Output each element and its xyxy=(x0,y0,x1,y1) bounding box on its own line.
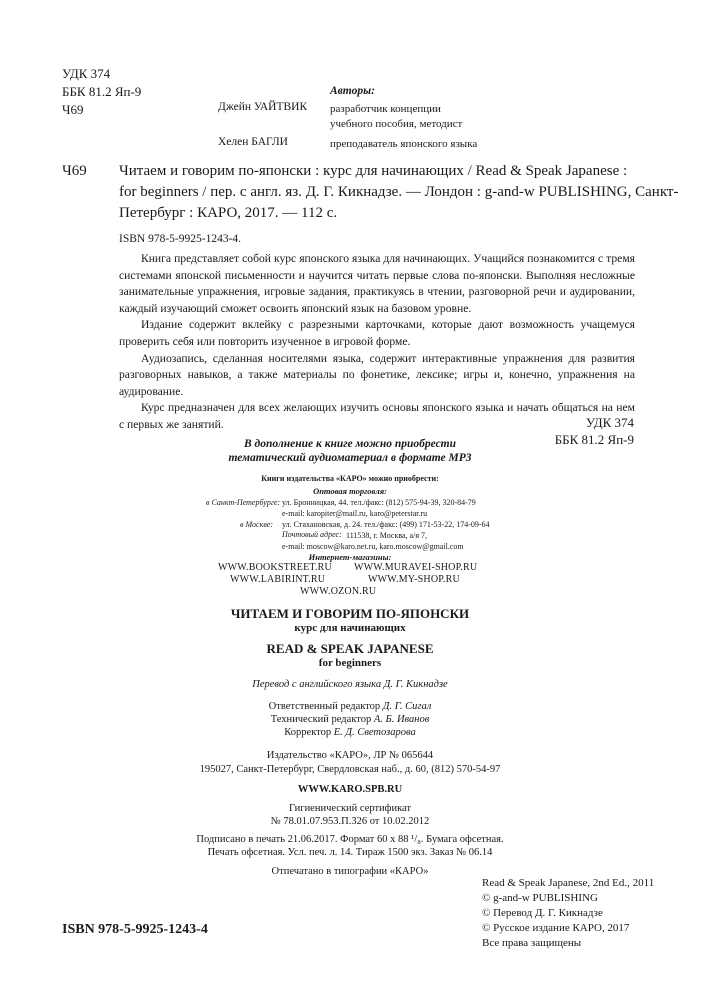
editor-name-1: Д. Г. Сигал xyxy=(382,701,432,712)
msk-post-label: Почтовый адрес: xyxy=(282,530,342,539)
print-info-line-2: Печать офсетная. Усл. печ. л. 14. Тираж 1500 экз. Заказ № 06.14 xyxy=(207,847,493,858)
shop-link-bookstreet[interactable]: WWW.BOOKSTREET.RU xyxy=(218,562,332,573)
bbk-right: ББК 81.2 Яп-9 xyxy=(554,432,634,447)
publisher-line: Издательство «КАРО», ЛР № 065644 xyxy=(266,750,434,761)
author-role-1a: разработчик концепции xyxy=(330,103,441,115)
imprint-subtitle-en: for beginners xyxy=(318,657,382,669)
abstract-paragraph-4: Курс предназначен для всех желающих изучить основы японского языка и начать общаться на нем с первых же занятий. xyxy=(119,401,635,431)
publisher-address: 195027, Санкт-Петербург, Свердловская наб., д. 60, (812) 570-54-97 xyxy=(199,764,501,775)
imprint-title-ru: ЧИТАЕМ И ГОВОРИМ ПО-ЯПОНСКИ xyxy=(230,606,470,621)
abstract-paragraph-3: Аудиозапись, сделанная носителями языка, содержит интерактивные упражнения для развития разговорных навыков, а также материалы по фонетике, лексике; игры и, конечно, упражнения на аудирование. xyxy=(119,351,635,398)
bbk-code: ББК 81.2 Яп-9 xyxy=(62,84,142,99)
copyright-line-2: © g-and-w PUBLISHING xyxy=(482,892,598,904)
author-name-2: Хелен БАГЛИ xyxy=(218,136,288,148)
certificate-line-2: № 78.01.07.953.П.326 от 10.02.2012 xyxy=(270,816,430,827)
abstract xyxy=(119,251,635,434)
supplement-line-1: В дополнение к книге можно приобрести xyxy=(243,438,457,450)
shop-link-labirint[interactable]: WWW.LABIRINT.RU xyxy=(230,574,326,585)
author-sign: Ч69 xyxy=(62,102,84,117)
spb-line-2: e-mail: karopiter@mail.ru, karo@peterstar.ru xyxy=(282,509,428,518)
copyright-line-3: © Перевод Д. Г. Кикнадзе xyxy=(482,907,603,919)
author-role-2a: преподаватель японского языка xyxy=(330,138,478,150)
editor-name-3: Е. Д. Светозарова xyxy=(333,727,416,738)
catalog-sign: Ч69 xyxy=(62,163,87,179)
shop-link-myshop[interactable]: WWW.MY-SHOP.RU xyxy=(368,574,460,585)
imprint-subtitle-ru: курс для начинающих xyxy=(294,622,406,634)
isbn-bottom: ISBN 978-5-9925-1243-4 xyxy=(62,922,208,937)
spb-line-1: ул. Бронницкая, 44. тел./факс: (812) 575-94-39, 320-84-79 xyxy=(282,498,476,507)
translation-credit: Перевод с английского языка Д. Г. Кикнадзе xyxy=(252,679,448,690)
abstract-paragraph-1: Книга представляет собой курс японского языка для начинающих. Учащийся познакомится с тремя системами японской письменности и научится читать первые слова по-японски. Выполняя несложные занимательные упражнения, игровые задания, практикуясь в чтении, разговорной речи и аудировании, каждый изучающий сможет освоить японский язык на базовом уровне. xyxy=(119,252,635,315)
editor-role-2: Технический редактор xyxy=(270,714,372,725)
print-info-line-1: Подписано в печать 21.06.2017. Формат 60 x 88 ¹/₈. Бумага офсетная. xyxy=(196,834,504,845)
imprint-title-en: READ & SPEAK JAPANESE xyxy=(266,641,434,656)
shops-heading: Интернет-магазины: xyxy=(308,552,392,562)
editor-line-2 xyxy=(180,714,520,725)
udk-code: УДК 374 xyxy=(62,66,111,81)
distribution-heading: Книги издательства «КАРО» можно приобрести: xyxy=(261,474,439,483)
publisher-website[interactable]: WWW.KARO.SPB.RU xyxy=(297,784,403,795)
editor-line-1 xyxy=(180,701,520,712)
msk-line-1: ул. Стахановская, д. 24. тел./факс: (499) 171-53-22, 174-09-64 xyxy=(282,520,490,529)
catalog-line-1: Читаем и говорим по-японски : курс для начинающих / Read & Speak Japanese : xyxy=(119,163,628,179)
copyright-line-1: Read & Speak Japanese, 2nd Ed., 2011 xyxy=(482,877,655,889)
wholesale-heading: Оптовая торговля: xyxy=(313,486,387,496)
abstract-paragraph-2: Издание содержит вклейку с разрезными карточками, которые дают возможность учащемуся проверить себя или повторить изученное в игровой форме. xyxy=(119,318,635,348)
printed-at-line: Отпечатано в типографии «КАРО» xyxy=(271,866,429,877)
catalog-line-2: for beginners / пер. с англ. яз. Д. Г. Кикнадзе. — Лондон : g-and-w PUBLISHING, Санкт- xyxy=(119,184,679,200)
editor-role-1: Ответственный редактор xyxy=(268,701,381,712)
editor-role-3: Корректор xyxy=(284,727,332,738)
author-role-1b: учебного пособия, методист xyxy=(330,118,463,130)
editor-line-3 xyxy=(180,727,520,738)
msk-post: 111538, г. Москва, а/я 7, xyxy=(346,531,428,540)
authors-heading: Авторы: xyxy=(330,85,375,97)
author-name-1: Джейн УАЙТВИК xyxy=(218,101,308,113)
shop-link-muravei[interactable]: WWW.MURAVEI-SHOP.RU xyxy=(354,562,478,573)
shop-link-ozon[interactable]: WWW.OZON.RU xyxy=(300,586,377,597)
udk-right: УДК 374 xyxy=(585,415,634,430)
editor-name-2: А. Б. Иванов xyxy=(373,714,430,725)
catalog-line-3: Петербург : КАРО, 2017. — 112 с. xyxy=(119,205,338,221)
spb-label: в Санкт-Петербурге: xyxy=(206,498,281,507)
msk-email: e-mail: moscow@karo.net.ru, karo.moscow@gmail.com xyxy=(282,542,464,551)
copyright-line-4: © Русское издание КАРО, 2017 xyxy=(482,922,630,934)
certificate-line-1: Гигиенический сертификат xyxy=(288,803,412,814)
copyright-line-5: Все права защищены xyxy=(482,937,582,949)
supplement-line-2: тематический аудиоматериал в формате MP3 xyxy=(228,452,472,464)
msk-label: в Москве: xyxy=(240,520,274,529)
catalog-isbn: ISBN 978-5-9925-1243-4. xyxy=(119,233,242,245)
